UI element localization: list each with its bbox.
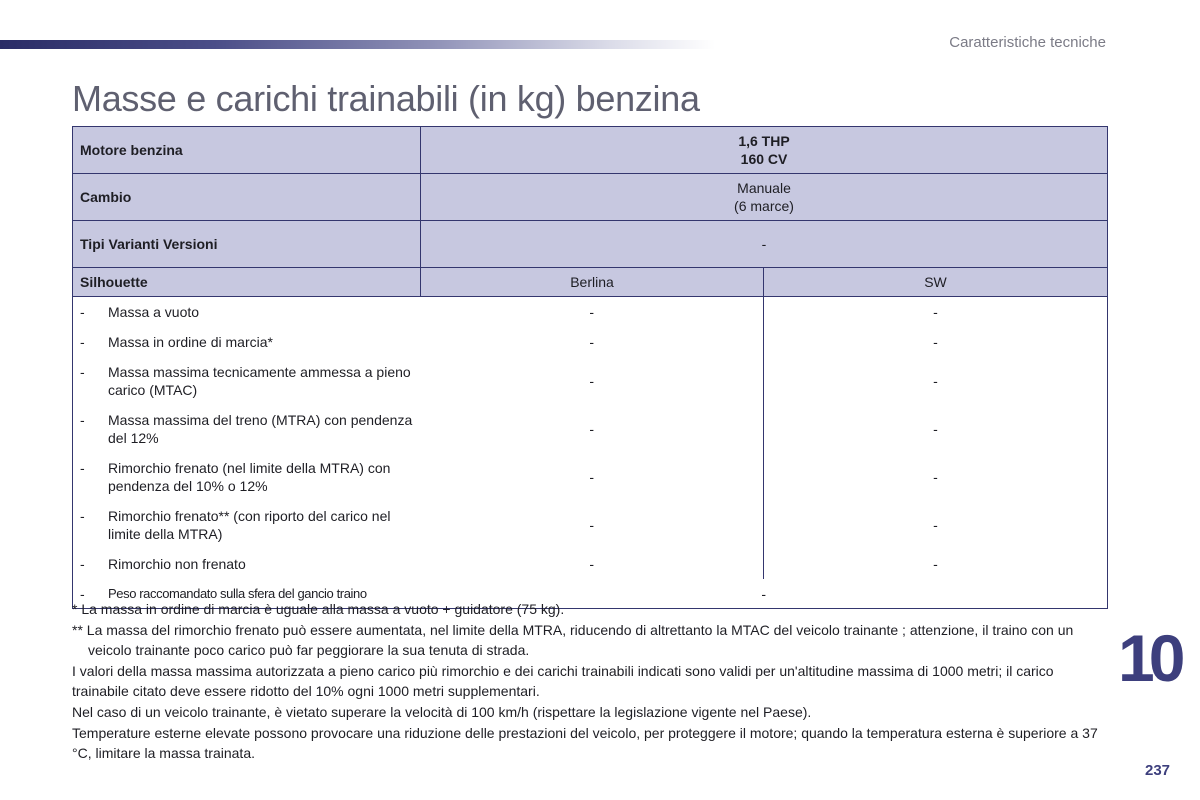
row-dash: - [80, 334, 85, 350]
silhouette-sw: SW [764, 268, 1108, 297]
row-dash: - [80, 460, 85, 476]
sw-value: - [933, 556, 938, 572]
table-row [73, 357, 1108, 405]
row-label: Massa massima tecnicamente ammessa a pieno carico (MTAC) [108, 364, 411, 398]
berlina-value: - [421, 453, 764, 501]
weights-table [72, 126, 1108, 609]
row-label: Massa a vuoto [108, 304, 200, 320]
note-temperature: Temperature esterne elevate possono provocare una riduzione delle prestazioni del veicolo, per proteggere il motore; quando la temperatura esterna è superiore a 37 °C, limitare la massa trainata. [72, 724, 1098, 762]
sw-value: - [933, 373, 938, 389]
table-row [73, 327, 1108, 357]
gearbox-value-line1: Manuale [737, 180, 791, 196]
sw-value: - [933, 304, 938, 320]
silhouette-label: Silhouette [73, 268, 421, 297]
versions-label: Tipi Varianti Versioni [73, 221, 421, 268]
gearbox-label: Cambio [73, 174, 421, 221]
berlina-value: - [421, 549, 764, 579]
row-label: Rimorchio frenato (nel limite della MTRA) con pendenza del 10% o 12% [108, 460, 391, 494]
engine-value [421, 127, 1108, 174]
row-label: Massa massima del treno (MTRA) con pendenza del 12% [108, 412, 413, 446]
table-row [73, 453, 1108, 501]
engine-row [73, 127, 1108, 174]
berlina-value: - [421, 327, 764, 357]
row-label: Rimorchio non frenato [108, 556, 246, 572]
sw-value: - [933, 421, 938, 437]
footnotes [72, 599, 1107, 764]
engine-label: Motore benzina [73, 127, 421, 174]
page-number: 237 [1145, 762, 1171, 779]
section-header: Caratteristiche tecniche [949, 34, 1106, 51]
row-label: Rimorchio frenato** (con riporto del carico nel limite della MTRA) [108, 508, 391, 542]
row-dash: - [80, 412, 85, 428]
sw-value: - [933, 517, 938, 533]
header-bar [0, 40, 715, 49]
gearbox-value-line2: (6 marce) [734, 198, 794, 214]
berlina-value: - [421, 357, 764, 405]
gearbox-value [421, 174, 1108, 221]
silhouette-row [73, 268, 1108, 297]
table-row [73, 501, 1108, 549]
row-dash: - [80, 508, 85, 524]
sw-value: - [933, 469, 938, 485]
engine-value-line1: 1,6 THP [738, 133, 790, 149]
gearbox-row [73, 174, 1108, 221]
berlina-value: - [421, 501, 764, 549]
note-speed: Nel caso di un veicolo trainante, è vietato superare la velocità di 100 km/h (rispettare la legislazione vigente nel Paese). [72, 703, 812, 720]
row-dash: - [80, 556, 85, 572]
berlina-value: - [421, 297, 764, 328]
versions-value: - [421, 221, 1108, 268]
row-label: Peso raccomandato sulla sfera del gancio traino [108, 585, 367, 601]
engine-value-line2: 160 CV [740, 151, 788, 167]
row-dash: - [80, 304, 85, 320]
note-altitude: I valori della massa massima autorizzata a pieno carico più rimorchio e dei carichi trainabili indicati sono validi per un'altitudine massima di 1000 metri; il carico trainabile citato deve essere ridotto del 10% ogni 1000 metri supplementari. [72, 662, 1054, 700]
row-dash: - [80, 364, 85, 380]
sw-value: - [933, 334, 938, 350]
table-row [73, 297, 1108, 328]
footnote-2: ** La massa del rimorchio frenato può essere aumentata, nel limite della MTRA, riducendo di altrettanto la MTAC del veicolo trainante ; attenzione, il traino con un veicolo trainante poco carico può far peggiorare la sua tenuta di strada. [72, 621, 1074, 659]
table-row [73, 549, 1108, 579]
row-dash: - [80, 585, 85, 602]
berlina-value: - [421, 405, 764, 453]
towball-value: - [761, 585, 767, 602]
versions-row [73, 221, 1108, 268]
silhouette-berlina: Berlina [421, 268, 764, 297]
chapter-number: 10 [1118, 621, 1180, 695]
footnote-1: * La massa in ordine di marcia è uguale alla massa a vuoto + guidatore (75 kg). [72, 601, 565, 617]
row-label: Massa in ordine di marcia* [108, 334, 273, 350]
page-title: Masse e carichi trainabili (in kg) benzina [72, 78, 700, 119]
table-row [73, 405, 1108, 453]
